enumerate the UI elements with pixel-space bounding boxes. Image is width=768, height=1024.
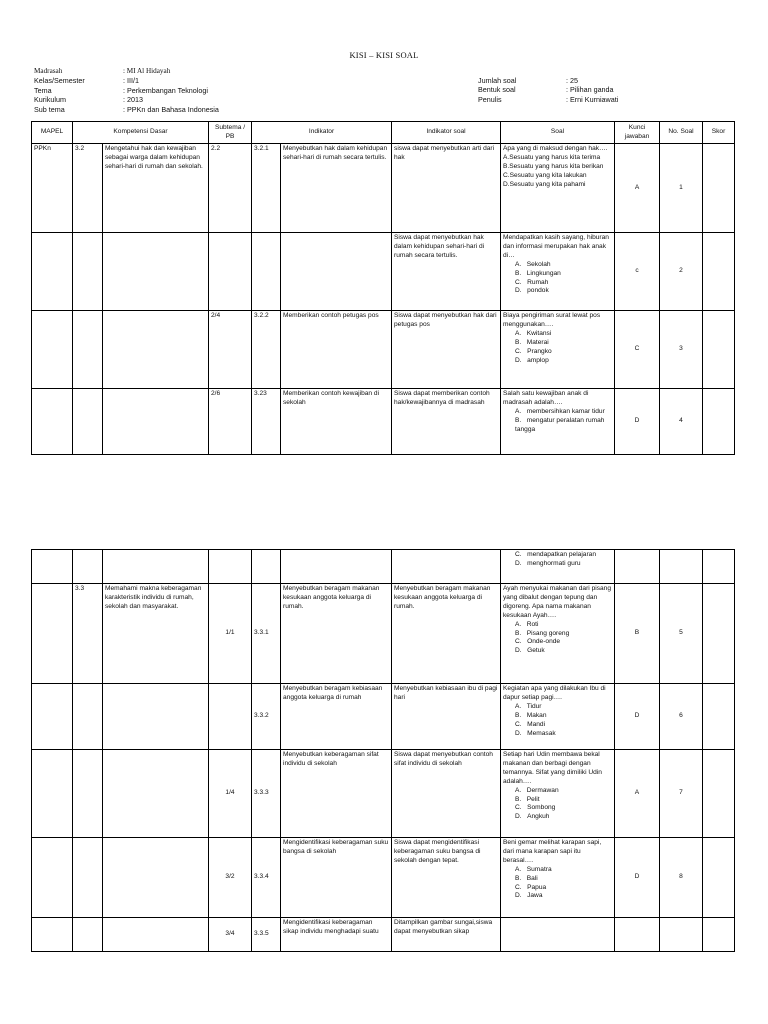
answer-option: A. membersihkan kamar tidur [515,407,605,415]
kunci-cell: D [615,684,660,750]
mapel-cell: PPKn [32,144,73,233]
skor-cell [703,389,735,455]
indikator-text [281,233,392,311]
answer-option: C. mendapatkan pelajaran [515,551,597,558]
answer-option: A. Dermawan [515,786,559,794]
indikator-text [281,550,392,584]
indikator-number [252,550,281,584]
no-soal-cell [660,918,703,952]
info-label: Madrasah [34,67,63,75]
kd-text [103,684,209,750]
question-text: Salah satu kewajiban anak di madrasah adalah…. [503,390,589,406]
indikator-text: Mengidentifikasi keberagaman sikap individu menghadapi suatu [281,918,392,952]
no-soal-cell: 1 [660,144,703,233]
answer-option: D. Getuk [515,647,545,655]
kd-number [73,233,103,311]
no-soal-cell: 8 [660,838,703,918]
indikator-text: Menyebutkan beragam makanan kesukaan anggota keluarga di rumah. [281,584,392,684]
skor-cell [703,750,735,838]
info-row [34,95,219,104]
indikator-soal: Siswa dapat menyebutkan contoh sifat individu di sekolah [392,750,501,838]
kd-text [103,838,209,918]
answer-option: A. Tidur [515,702,542,710]
info-label: Sub tema [34,104,65,114]
no-soal-cell: 5 [660,584,703,684]
indikator-text: Menyebutkan beragam kebiasaan anggota keluarga di rumah [281,684,392,750]
info-row [34,86,219,95]
table-row [32,584,735,684]
soal-cell [501,311,615,389]
question-text: Biaya pengiriman surat lewat pos menggunakan…. [503,312,601,328]
subtema-cell: 3/2 [209,838,252,918]
header-soal: Soal [501,122,615,144]
mapel-cell [32,584,73,684]
table-row [32,144,735,233]
info-label: Bentuk soal [478,85,516,95]
table-header-row [32,122,735,144]
answer-option: A. Kwitansi [515,329,552,337]
skor-cell [703,233,735,311]
indikator-number: 3.3.2 [252,684,281,750]
kd-text [103,918,209,952]
indikator-soal: siswa dapat menyebutkan arti dari hak [392,144,501,233]
skor-cell [703,550,735,584]
subtema-cell [209,233,252,311]
kd-number [73,918,103,952]
table-row [32,918,735,952]
mapel-cell [32,838,73,918]
info-row [478,76,618,85]
mapel-cell [32,550,73,584]
soal-cell [501,750,615,838]
info-row [478,85,618,94]
info-label: Penulis [478,94,502,104]
kd-text: Memahami makna keberagaman karakteristik individu di rumah, sekolah dan masyarakat. [103,584,209,684]
skor-cell [703,144,735,233]
answer-option: C. Mandi [515,720,546,728]
info-row [34,105,219,114]
mapel-cell [32,918,73,952]
info-value: : 2013 [123,95,143,105]
kunci-cell: D [615,389,660,455]
answer-option: C. Prangko [515,347,552,355]
subtema-cell: 1/4 [209,750,252,838]
no-soal-cell: 3 [660,311,703,389]
kd-text [103,233,209,311]
indikator-text: Mengidentifikasi keberagaman suku bangsa di sekolah [281,838,392,918]
kd-number [73,684,103,750]
table-row [32,550,735,584]
subtema-cell: 2/6 [209,389,252,455]
indikator-soal: Siswa dapat menyebutkan hak dari petugas pos [392,311,501,389]
question-text: Ayah menyukai makanan dari pisang yang dibalut dengan tepung dan digoreng. Apa nama makanan kesukaan Ayah…. [503,585,612,619]
soal-cell [501,684,615,750]
kunci-cell [615,550,660,584]
subtema-cell [209,550,252,584]
skor-cell [703,311,735,389]
table-row [32,838,735,918]
kd-number [73,838,103,918]
answer-option: C. Rumah [515,278,549,286]
answer-option: C. Onde-onde [515,638,561,646]
answer-option: B. Pelit [515,795,540,803]
indikator-text: Memberikan contoh kewajiban di sekolah [281,389,392,455]
header-no-soal: No. Soal [660,122,703,144]
kunci-cell: B [615,584,660,684]
header-indikator-soal: Indikator soal [392,122,501,144]
kd-number [73,311,103,389]
indikator-number: 3.3.5 [252,918,281,952]
info-label: Jumlah soal [478,76,517,85]
kunci-cell: C [615,311,660,389]
kunci-cell: c [615,233,660,311]
indikator-soal: Siswa dapat memberikan contoh hak/kewajibannya di madrasah [392,389,501,455]
subtema-cell: 2.2 [209,144,252,233]
mapel-cell [32,684,73,750]
indikator-text: Menyebutkan keberagaman sifat individu di sekolah [281,750,392,838]
header-skor: Skor [703,122,735,144]
mapel-cell [32,750,73,838]
kunci-cell: D [615,838,660,918]
info-value: : Pilihan ganda [566,85,614,95]
soal-cell [501,389,615,455]
indikator-soal: Menyebutkan beragam makanan kesukaan anggota keluarga di rumah. [392,584,501,684]
mapel-cell [32,389,73,455]
table-row [32,750,735,838]
kunci-cell [615,918,660,952]
no-soal-cell: 7 [660,750,703,838]
kd-number: 3.3 [73,584,103,684]
answer-option: C. Papua [515,883,547,891]
answer-option: D. Jawa [515,892,543,900]
question-text: Apa yang di maksud dengan hak…. [503,145,608,152]
no-soal-cell: 4 [660,389,703,455]
answer-option: D. Memasak [515,729,556,737]
info-label: Kurikulum [34,95,66,105]
kd-text [103,750,209,838]
kd-text [103,311,209,389]
answer-option: B. Pisang goreng [515,629,570,637]
info-value: : Erni Kurniawati [566,94,619,104]
answer-option: B. mengatur peralatan rumah tangga [515,416,605,433]
document-title: KISI – KISI SOAL [349,50,419,60]
header-kunci: Kunci jawaban [615,122,660,144]
kd-number [73,550,103,584]
table-row [32,684,735,750]
indikator-soal: Siswa dapat menyebutkan hak dalam kehidupan sehari-hari di rumah secara tertulis. [392,233,501,311]
info-value: : MI Al Hidayah [123,67,171,75]
answer-option: B. Makan [515,711,547,719]
indikator-number: 3.3.3 [252,750,281,838]
info-value: : 25 [566,76,578,85]
answer-option: D.Sesuatu yang kita pahami [503,180,586,188]
answer-option: D. menghormati guru [515,559,581,567]
answer-option: B.Sesuatu yang harus kita berikan [503,162,604,170]
answer-option: D. pondok [515,287,549,295]
info-left [34,67,219,114]
soal-cell [501,584,615,684]
info-value: : III/1 [123,76,139,86]
answer-option: A. Sumatra [515,865,552,873]
header-indikator: Indikator [252,122,392,144]
skor-cell [703,838,735,918]
indikator-number [252,233,281,311]
answer-option: D. amplop [515,356,549,364]
indikator-number: 3.3.1 [252,584,281,684]
indikator-number: 3.2.1 [252,144,281,233]
indikator-text: Menyebutkan hak dalam kehidupan sehari-hari di rumah secara tertulis. [281,144,392,233]
kd-number [73,389,103,455]
indikator-text: Memberikan contoh petugas pos [281,311,392,389]
info-right [478,76,618,104]
info-value: : PPKn dan Bahasa Indonesia [123,104,219,114]
kisi-table-2 [31,549,735,952]
indikator-number: 3.2.2 [252,311,281,389]
soal-cell [501,918,615,952]
indikator-number: 3.23 [252,389,281,455]
kd-text [103,389,209,455]
answer-option: B. Materai [515,338,549,346]
kd-number [73,750,103,838]
indikator-soal: Siswa dapat mengidentifikasi keberagaman suku bangsa di sekolah dengan tepat. [392,838,501,918]
skor-cell [703,584,735,684]
header-mapel: MAPEL [32,122,73,144]
kd-number: 3.2 [73,144,103,233]
soal-cell [501,144,615,233]
kunci-cell: A [615,144,660,233]
kunci-cell: A [615,750,660,838]
skor-cell [703,918,735,952]
table-row [32,233,735,311]
indikator-number: 3.3.4 [252,838,281,918]
info-row [34,67,219,76]
soal-cell [501,838,615,918]
soal-cell [501,233,615,311]
info-label: Tema [34,85,52,95]
table-row [32,389,735,455]
header-subtema: Subtema / PB [209,122,252,144]
question-text: Mendapatkan kasih sayang, hiburan dan informasi merupakan hak anak di… [503,234,609,259]
kisi-table-1 [31,121,735,455]
no-soal-cell [660,550,703,584]
indikator-soal [392,550,501,584]
subtema-cell [209,684,252,750]
skor-cell [703,684,735,750]
info-row [478,95,618,104]
question-text: Kegiatan apa yang dilakukan Ibu di dapur setiap pagi…. [503,685,606,701]
answer-option: A.Sesuatu yang harus kita terima [503,153,601,161]
question-text: Beni gemar melihat karapan sapi, dari mana karapan sapi itu berasal…. [503,839,602,864]
indikator-soal: Ditampilkan gambar sungai,siswa dapat menyebutkan sikap [392,918,501,952]
indikator-soal: Menyebutkan kebiasaan ibu di pagi hari [392,684,501,750]
header-kompetensi-dasar: Kompetensi Dasar [73,122,209,144]
subtema-cell: 2/4 [209,311,252,389]
kd-text [103,550,209,584]
answer-option: B. Bali [515,874,538,882]
answer-option: D. Angkuh [515,813,550,821]
info-value: : Perkembangan Teknologi [123,85,208,95]
table-row [32,311,735,389]
answer-option: A. Sekolah [515,260,551,268]
mapel-cell [32,233,73,311]
info-row [34,76,219,85]
no-soal-cell: 2 [660,233,703,311]
no-soal-cell: 6 [660,684,703,750]
question-text: Setiap hari Udin membawa bekal makanan dan berbagi dengan temannya. Sifat yang dimiliki Udin adalah…. [503,751,602,785]
mapel-cell [32,311,73,389]
answer-option: C. Sombong [515,804,556,812]
answer-option: B. Lingkungan [515,269,561,277]
subtema-cell: 3/4 [209,918,252,952]
kd-text: Mengetahui hak dan kewajiban sebagai warga dalam kehidupan sehari-hari di rumah dan sekolah. [103,144,209,233]
subtema-cell: 1/1 [209,584,252,684]
soal-cell [501,550,615,584]
answer-option: A. Roti [515,620,539,628]
answer-option: C.Sesuatu yang kita lakukan [503,171,587,179]
info-label: Kelas/Semester [34,76,85,86]
